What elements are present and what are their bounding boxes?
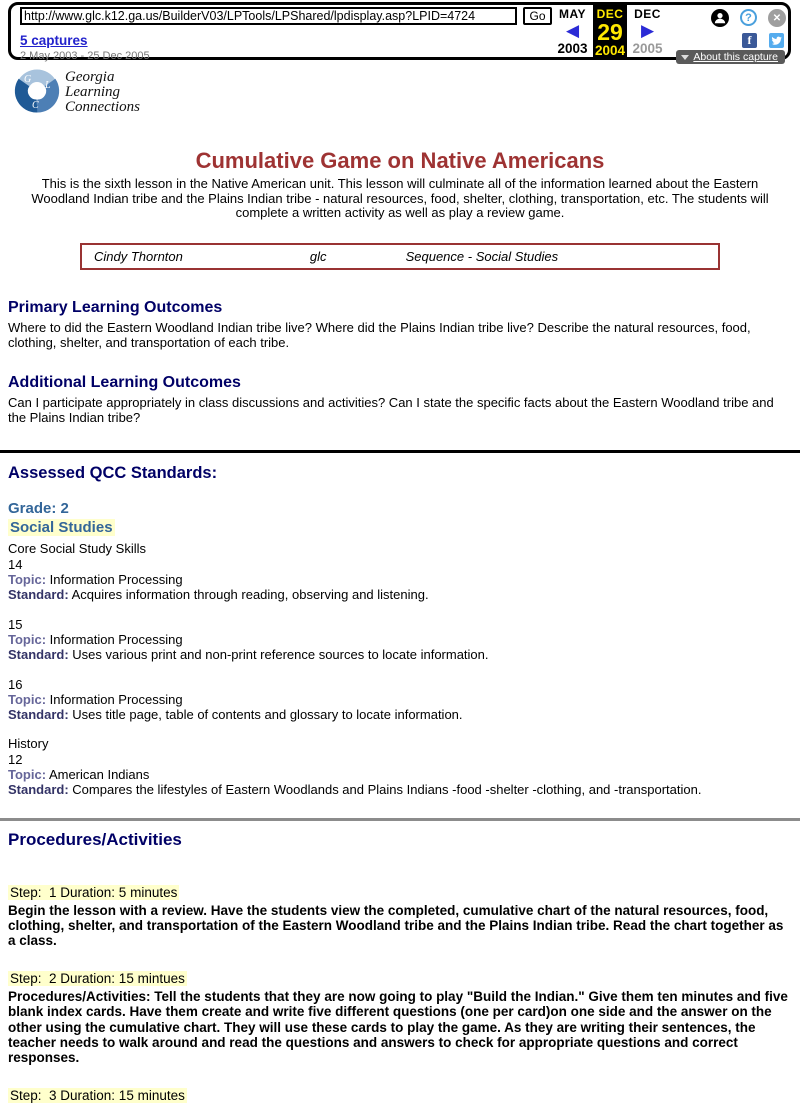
standard-text-line (8, 647, 792, 662)
table-row (81, 244, 719, 269)
standard-value: Acquires information through reading, observing and listening. (71, 586, 429, 602)
standard-value: Uses title page, table of contents and glossary to locate information. (72, 706, 463, 722)
standard-number: 14 (8, 556, 23, 572)
capture-date-range: 2 May 2003 - 25 Dec 2005 (20, 50, 150, 62)
step-header: Step: 3 Duration: 15 minutes (10, 1088, 185, 1104)
standard-topic-line (8, 632, 792, 647)
sequence-cell: Sequence - Social Studies (405, 248, 559, 264)
step-header: Step: 1 Duration: 5 minutes (10, 884, 178, 900)
procedures-heading: Procedures/Activities (8, 829, 182, 849)
lesson-description: This is the sixth lesson in the Native American unit. This lesson will culminate all of the information learned about the Eastern Woodland Indian tribe and the Plains Indian tribe - natural resources, food, shelter, clothing, transportation, etc. The students will complete a written activity as well as play a review game. (31, 176, 769, 220)
svg-text:C: C (32, 100, 39, 111)
about-this-capture-button[interactable]: About this capture (676, 50, 785, 64)
archived-url-input[interactable] (20, 7, 517, 25)
standard-text-line (8, 587, 792, 602)
twitter-icon[interactable] (769, 33, 784, 48)
current-year-label: 2004 (594, 43, 626, 58)
step-body: Procedures/Activities: Tell the students that they are now going to play "Build the Indian." Give them ten minutes and five blank index cards. Have them create and write five different questions (one per card)on one side and the answer on the other using the cumulative chart. They will use these cards to play the game. As they are writing their sentences, the teacher needs to walk around and read the questions and answers to check for appropriate questions and correct responses. (8, 989, 788, 1065)
strand-history: History (8, 735, 49, 751)
topic-label: Topic: (8, 631, 47, 647)
svg-text:L: L (45, 80, 51, 91)
author-cell: Cindy Thornton (94, 248, 183, 264)
standard-number: 12 (8, 751, 23, 767)
step-body: Begin the lesson with a review. Have the students view the completed, cumulative chart of the natural resources, food, clothing, shelter, and transportation of the Eastern Woodland tribe and the Plains Indian tribe. Read the chart together as a class. (8, 902, 784, 948)
topic-value: Information Processing (49, 571, 183, 587)
section-divider-gray (0, 818, 800, 821)
section-divider-black (0, 450, 800, 453)
facebook-icon[interactable]: f (742, 33, 757, 48)
additional-outcomes-text: Can I participate appropriately in class discussions and activities? Can I state the specific facts about the Eastern Woodland tribe and the Plains Indian tribe? (8, 394, 774, 425)
prev-month-label: MAY (558, 7, 587, 21)
org-cell: glc (309, 248, 327, 264)
prev-capture-column (552, 5, 593, 57)
dropdown-triangle-icon (681, 55, 689, 60)
standard-label: Standard: (8, 586, 69, 602)
grade-label: Grade: 2 (8, 499, 69, 517)
page-title: Cumulative Game on Native Americans (195, 148, 605, 173)
procedure-step (8, 884, 792, 949)
glc-logo-text (65, 70, 140, 115)
current-month-label: DEC (596, 7, 624, 21)
standard-label: Standard: (8, 646, 69, 662)
help-icon[interactable]: ? (740, 9, 758, 27)
standard-value: Uses various print and non-print reference sources to locate information. (72, 646, 489, 662)
page-content (0, 62, 800, 1105)
close-icon[interactable]: ✕ (768, 9, 786, 27)
standard-number: 15 (8, 616, 23, 632)
topic-label: Topic: (8, 766, 47, 782)
glc-logo (14, 67, 792, 115)
standard-text-line (8, 782, 792, 797)
current-day-label: 29 (597, 19, 623, 45)
primary-outcomes-heading: Primary Learning Outcomes (8, 298, 223, 316)
prev-capture-arrow-icon[interactable]: ◀ (565, 21, 580, 40)
capture-date-nav (552, 5, 670, 57)
standard-topic-line (8, 767, 792, 782)
logo-line-georgia: Georgia (65, 69, 115, 85)
wayback-toolbar (8, 2, 791, 63)
qcc-standards-heading: Assessed QCC Standards: (8, 463, 218, 482)
logo-line-connections: Connections (65, 99, 140, 115)
logo-line-learning: Learning (65, 84, 121, 100)
standard-label: Standard: (8, 781, 69, 797)
glc-pinwheel-icon (14, 67, 60, 114)
standard-value: Compares the lifestyles of Eastern Woodlands and Plains Indians -food -shelter -clothing, and -transportation. (72, 781, 702, 797)
additional-outcomes-heading: Additional Learning Outcomes (8, 373, 241, 391)
standard-topic-line (8, 572, 792, 587)
standard-label: Standard: (8, 706, 69, 722)
topic-label: Topic: (8, 691, 47, 707)
standard-text-line (8, 707, 792, 722)
procedure-step (8, 1087, 792, 1105)
next-capture-arrow-icon[interactable]: ▶ (640, 21, 655, 40)
prev-year-label[interactable]: 2003 (557, 41, 588, 56)
lesson-meta-table (80, 243, 720, 270)
next-year-label[interactable]: 2005 (632, 41, 663, 56)
topic-value: Information Processing (49, 631, 183, 647)
go-button[interactable]: Go (523, 7, 552, 25)
standard-number: 16 (8, 676, 23, 692)
subject-label: Social Studies (10, 518, 113, 536)
svg-text:G: G (24, 74, 32, 85)
current-capture-column (593, 5, 627, 57)
topic-value: Information Processing (49, 691, 183, 707)
next-month-label: DEC (634, 7, 661, 21)
primary-outcomes-text: Where to did the Eastern Woodland Indian tribe live? Where did the Plains Indian tribe live? Describe the natural resources, food, clothing, shelter, and transportation of each tribe. (8, 319, 751, 350)
standard-topic-line (8, 692, 792, 707)
topic-value: American Indians (48, 766, 150, 782)
profile-icon[interactable] (711, 9, 729, 27)
captures-link[interactable]: 5 captures (20, 33, 88, 48)
step-header: Step: 2 Duration: 15 mintues (10, 971, 185, 987)
next-capture-column (627, 5, 668, 57)
strand-core-social-study-skills: Core Social Study Skills (8, 540, 146, 556)
procedure-step (8, 970, 792, 1065)
topic-label: Topic: (8, 571, 47, 587)
